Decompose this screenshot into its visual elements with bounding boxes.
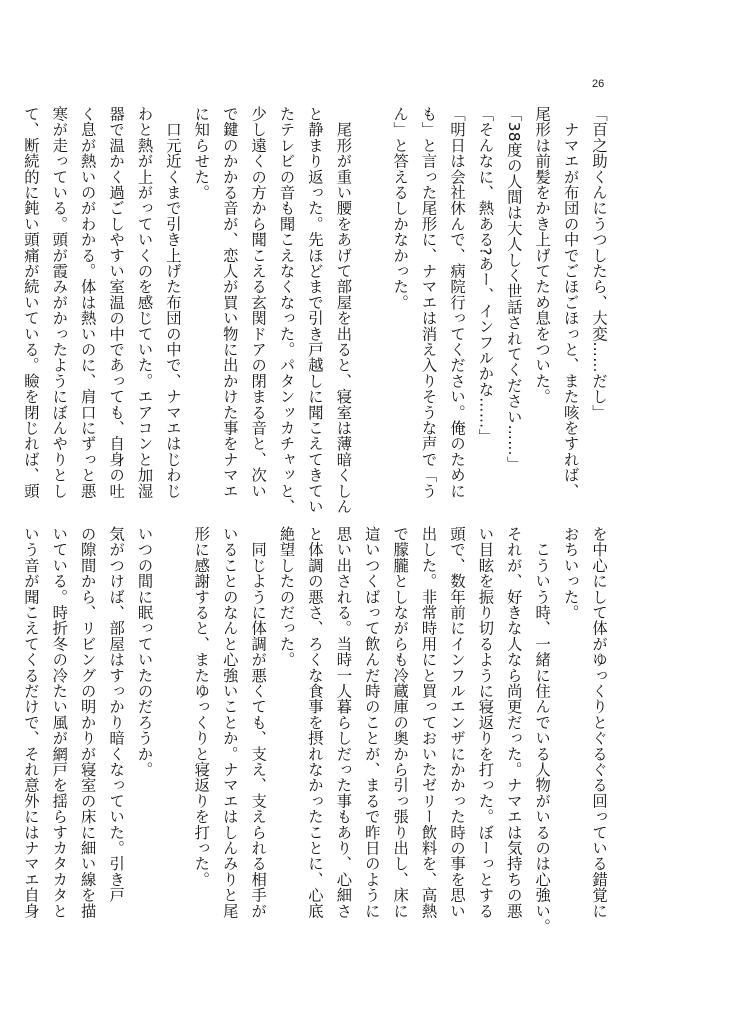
text-line: ん」と答えるしかなかった。 <box>391 106 410 311</box>
text-line: それが、好きな人なら尚更だった。ナマエは気持ちの悪 <box>504 526 523 919</box>
text-line: い目眩を振り切るように寝返りを打った。ぼーっとする <box>476 526 495 919</box>
text-line: いう音が聞こえてくるだけで、それ意外にはナマエ自身 <box>21 526 40 919</box>
text-line: 口元近くまで引き上げた布団の中で、ナマエはじわじ <box>163 106 182 499</box>
text-line: たテレビの音も聞こえなくなった。パタンッカチャッと、 <box>277 106 296 515</box>
text-line <box>159 526 187 918</box>
text-line: いている。時折冬の冷たい風が網戸を揺らすカタカタと <box>50 526 69 919</box>
text-line: て、断続的に鈍い頭痛が続いている。瞼を閉じれば、頭 <box>21 106 40 499</box>
text-line: 同じように体調が悪くても、支え、支えられる相手が <box>249 526 268 919</box>
text-line: 器で温かく過ごしやすい室温の中であっても、自身の吐 <box>107 106 126 499</box>
text-line: 絶望したのだった。 <box>277 526 296 668</box>
text-line: 「百之助くんにうつしたら、大変……だし」 <box>590 106 608 420</box>
text-line: いつの間に眠っていたのだろうか。 <box>135 526 154 778</box>
text-line: 尾形が重い腰をあげて部屋を出ると、寝室は薄暗くしん <box>334 106 353 515</box>
text-line: 寒が走っている。頭が霞みがかったようにぼんやりとし <box>50 106 69 499</box>
text-line: 少し遠くの方から聞こえる玄関ドアの閉まる音と、次い <box>249 106 268 499</box>
text-line: 「そんなに、熱ある?あー、インフルかな……」 <box>476 106 495 445</box>
text-line: 「38度の人間は大人しく世話されてください……」 <box>504 106 523 472</box>
text-line: 頭で、数年前にインフルエンザにかかった時の事を思い <box>447 526 466 919</box>
text-line: を中心にして体がゆっくりとぐるぐる回っている錯覚に <box>590 526 608 919</box>
text-line: 尾形は前髪をかき上げてため息をついた。 <box>533 106 552 405</box>
text-line: わと熱が上がっていくのを感じていた。エアコンと加湿 <box>135 106 154 499</box>
text-line: の隙間から、リビングの明かりが寝室の床に細い線を描 <box>78 526 97 919</box>
text-line: 這いつくばって飲んだ時のことが、まるで昨日のように <box>362 526 381 919</box>
text-line: いることのなんと心強いことか。ナマエはしんみりと尾 <box>220 526 239 919</box>
text-line: と静まり返った。先ほどまで引き戸越しに聞こえてきてい <box>305 106 324 515</box>
text-column-bottom <box>21 526 613 935</box>
text-line: ナマエが布団の中でごほごほっと、また咳をすれば、 <box>561 106 580 499</box>
text-line: 出した。非常時用にと買っておいたゼリー飲料を、高熱 <box>419 526 438 919</box>
text-line: 「明日は会社休んで、病院行ってください。俺のために <box>447 106 466 499</box>
text-line <box>357 106 385 498</box>
text-line: こういう時、一緒に住んでいる人物がいるのは心強い。 <box>533 526 552 935</box>
text-line: く息が熱いのがわかる。体は熱いのに、肩口にずっと悪 <box>78 106 97 499</box>
text-line: おちいった。 <box>561 526 580 621</box>
text-line: 形に感謝すると、またゆっくりと寝返りを打った。 <box>192 526 211 888</box>
text-line: で鍵のかかる音が、恋人が買い物に出かけた事をナマエ <box>220 106 239 499</box>
text-line: に知らせた。 <box>192 106 211 201</box>
text-line: 気がつけば、部屋はすっかり暗くなっていた。引き戸 <box>107 526 126 903</box>
page-number: 26 <box>592 78 605 90</box>
text-line: も」と言った尾形に、ナマエは消え入りそうな声で「う <box>419 106 438 499</box>
text-line: で朦朧としながらも冷蔵庫の奥から引っ張り出し、床に <box>391 526 410 919</box>
text-column-top <box>21 106 613 515</box>
text-line: と体調の悪さ、ろくな食事を摂れなかったことに、心底 <box>305 526 324 919</box>
text-line: 思い出される。当時一人暮らしだった事もあり、心細さ <box>334 526 353 919</box>
